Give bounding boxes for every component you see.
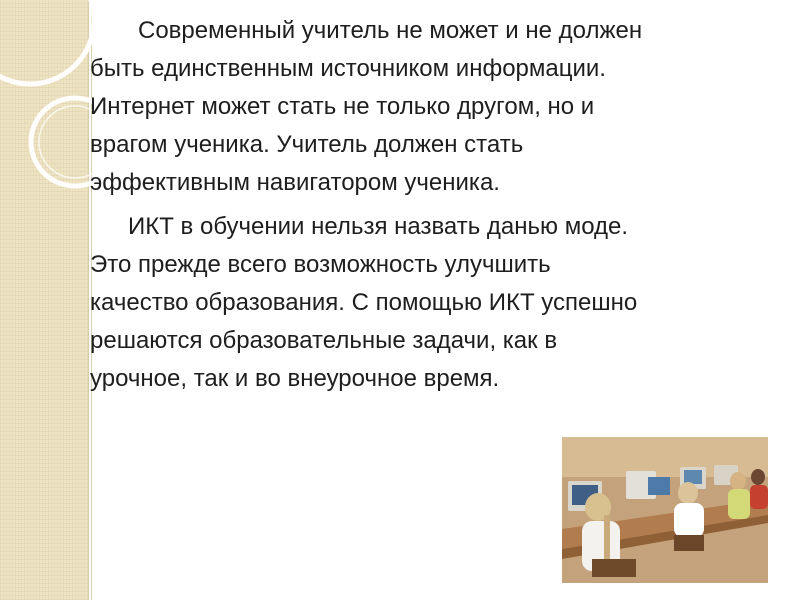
classroom-photo [562,437,768,583]
classroom-photo-image [562,437,768,583]
decorative-rings [0,0,100,220]
paragraph-teacher-role: Современный учитель не может и не должен быть единственным источником информации. Интернет может стать не только другом, но и врагом ученика. Учитель должен стать эффективным навигатором ученика. [90,17,643,196]
decorative-ring-large [0,0,94,84]
paragraph-ict-education: ИКТ в обучении нельзя назвать данью моде. Это прежде всего возможность улучшить качество образования. С помощью ИКТ успешно решаются образовательные задачи, как в урочное, так и во внеурочное время. [90,213,638,392]
slide-text [90,12,650,398]
